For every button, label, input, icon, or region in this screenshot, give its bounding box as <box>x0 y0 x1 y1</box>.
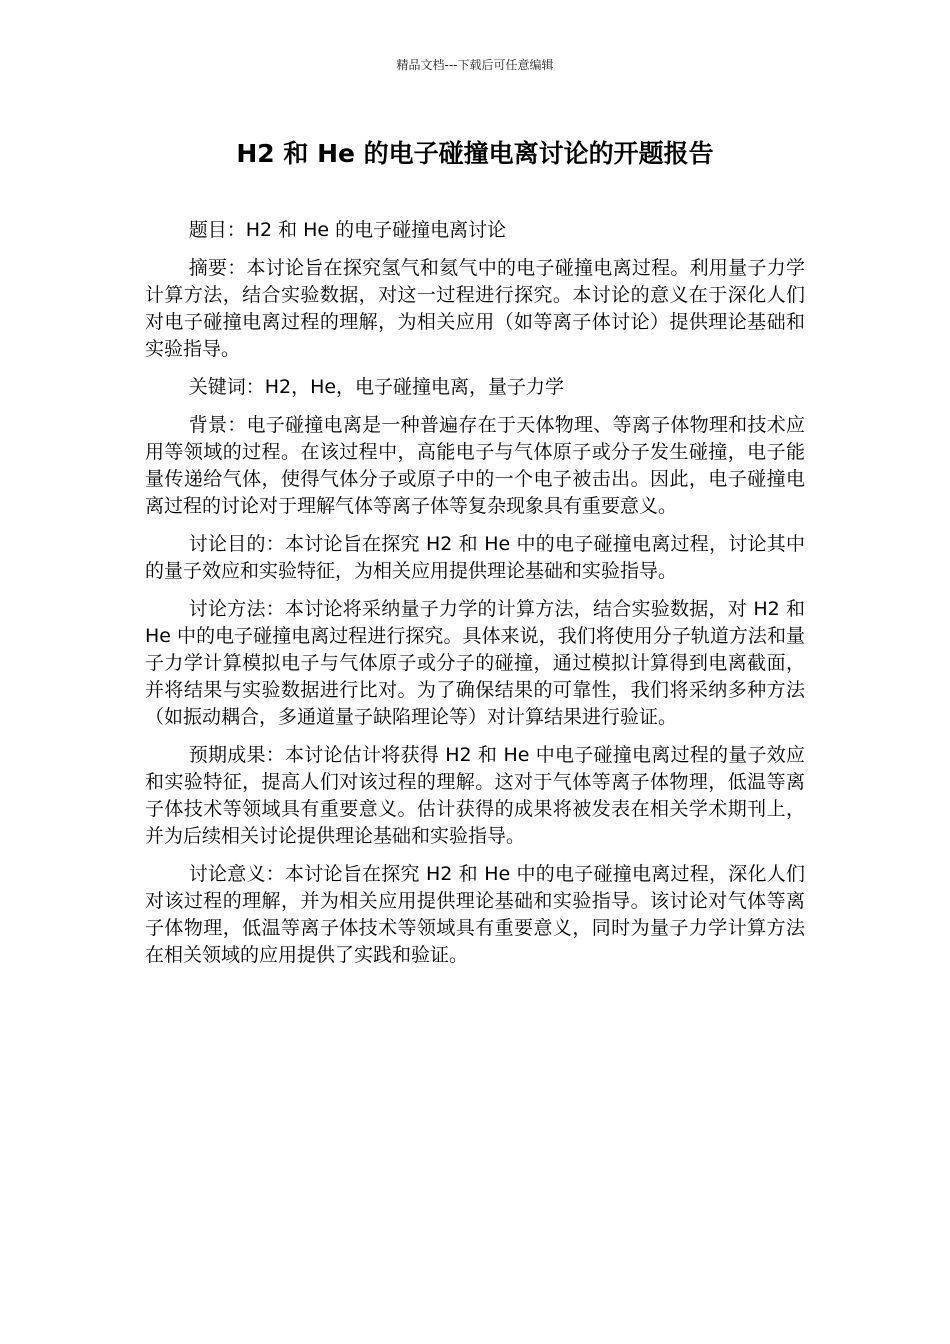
document-title: H2 和 He 的电子碰撞电离讨论的开题报告 <box>236 139 714 168</box>
page-header: 精品文档---下载后可任意编辑 <box>396 58 554 72</box>
paragraph-background: 背景：电子碰撞电离是一种普遍存在于天体物理、等离子体物理和技术应用等领域的过程。在该过程中，高能电子与气体原子或分子发生碰撞，电子能量传递给气体，使得气体分子或原子中的一个电子被击出。因此，电子碰撞电离过程的讨论对于理解气体等离子体等复杂现象具有重要意义。 <box>145 414 805 517</box>
paragraph-method: 讨论方法：本讨论将采纳量子力学的计算方法，结合实验数据，对 H2 和 He 中的电子碰撞电离过程进行探究。具体来说，我们将使用分子轨道方法和量子力学计算模拟电子与气体原子或分子的碰撞，通过模拟计算得到电离截面，并将结果与实验数据进行比对。为了确保结果的可靠性，我们将采纳多种方法（如振动耦合，多通道量子缺陷理论等）对计算结果进行验证。 <box>145 598 805 728</box>
paragraph-topic: 题目：H2 和 He 的电子碰撞电离讨论 <box>188 219 507 241</box>
document-body <box>145 217 805 980</box>
paragraph-expected-results: 预期成果：本讨论估计将获得 H2 和 He 中电子碰撞电离过程的量子效应和实验特征，提高人们对该过程的理解。这对于气体等离子体物理，低温等离子体技术等领域具有重要意义。估计获得的成果将被发表在相关学术期刊上，并为后续相关讨论提供理论基础和实验指导。 <box>145 744 805 847</box>
paragraph-significance: 讨论意义：本讨论旨在探究 H2 和 He 中的电子碰撞电离过程，深化人们对该过程的理解，并为相关应用提供理论基础和实验指导。该讨论对气体等离子体物理，低温等离子体技术等领域具有重要意义，同时为量子力学计算方法在相关领域的应用提供了实践和验证。 <box>145 863 805 966</box>
paragraph-abstract: 摘要：本讨论旨在探究氢气和氦气中的电子碰撞电离过程。利用量子力学计算方法，结合实验数据，对这一过程进行探究。本讨论的意义在于深化人们对电子碰撞电离过程的理解，为相关应用（如等离子体讨论）提供理论基础和实验指导。 <box>145 257 805 360</box>
paragraph-purpose: 讨论目的：本讨论旨在探究 H2 和 He 中的电子碰撞电离过程，讨论其中的量子效应和实验特征，为相关应用提供理论基础和实验指导。 <box>145 533 805 582</box>
paragraph-keywords: 关键词：H2，He，电子碰撞电离，量子力学 <box>188 376 565 398</box>
